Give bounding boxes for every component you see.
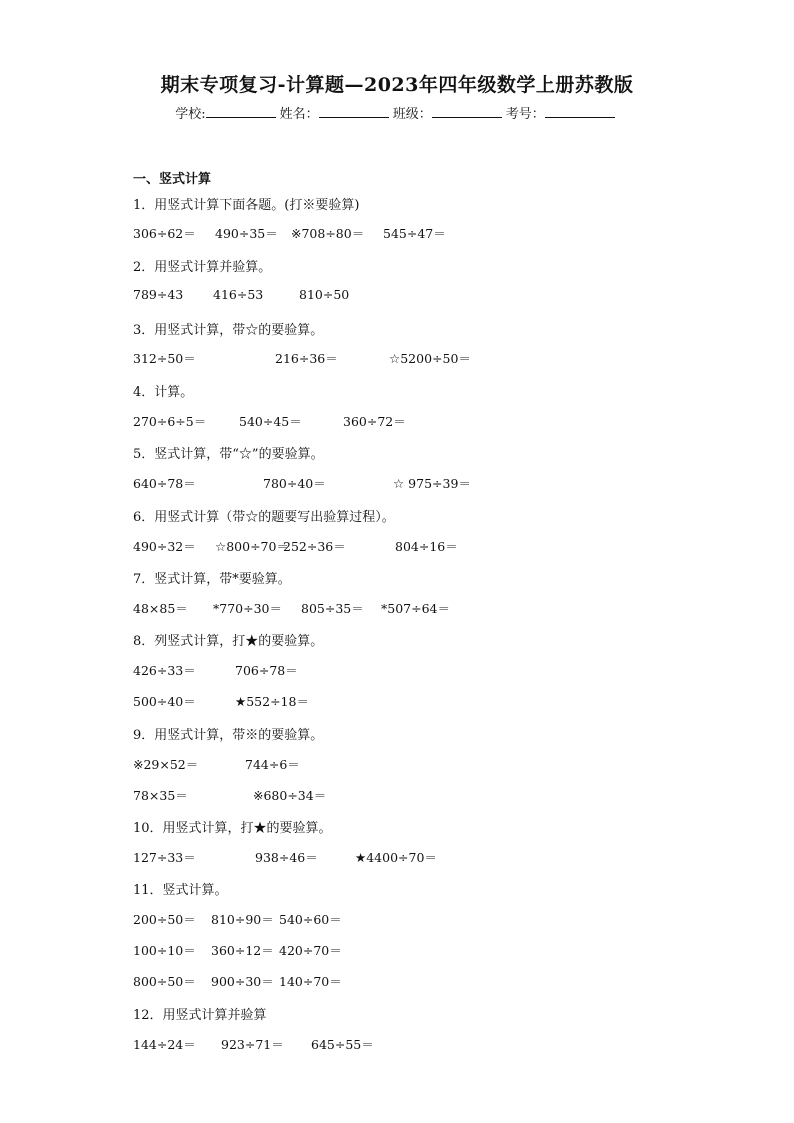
math-problem: ★4400÷70＝ — [355, 850, 437, 865]
question-prompt: 6．用竖式计算（带☆的题要写出验算过程）。 — [133, 510, 395, 525]
math-problem: 789÷43 — [133, 287, 184, 302]
class-blank[interactable] — [432, 104, 502, 118]
math-problem: 270÷6÷5＝ — [133, 414, 207, 429]
math-problem: 706÷78＝ — [235, 663, 298, 678]
math-problem: 540÷60＝ — [279, 912, 342, 927]
math-problem: 490÷35＝ — [215, 226, 278, 241]
math-problem: 426÷33＝ — [133, 663, 196, 678]
math-problem: 810÷90＝ — [211, 912, 274, 927]
question-prompt: 11．竖式计算。 — [133, 883, 228, 898]
question-prompt: 12．用竖式计算并验算 — [133, 1008, 267, 1023]
math-problem: 306÷62＝ — [133, 226, 196, 241]
question-prompt: 5．竖式计算，带“☆”的要验算。 — [133, 447, 324, 462]
name-blank[interactable] — [319, 104, 389, 118]
math-problem: 144÷24＝ — [133, 1037, 196, 1052]
math-problem: 416÷53 — [213, 287, 264, 302]
name-label: 姓名： — [279, 107, 319, 122]
math-problem: 490÷32＝ — [133, 539, 196, 554]
math-problem: 312÷50＝ — [133, 351, 196, 366]
student-info-line — [0, 103, 794, 122]
math-problem: 420÷70＝ — [279, 943, 342, 958]
math-problem: 78×35＝ — [133, 788, 188, 803]
question-prompt: 1．用竖式计算下面各题。(打※要验算) — [133, 198, 360, 213]
question-prompt: 4．计算。 — [133, 385, 194, 400]
math-problem: 200÷50＝ — [133, 912, 196, 927]
math-problem: 645÷55＝ — [311, 1037, 374, 1052]
math-problem: 744÷6＝ — [245, 757, 300, 772]
math-problem: 800÷50＝ — [133, 974, 196, 989]
math-problem: 900÷30＝ — [211, 974, 274, 989]
math-problem: 252÷36＝ — [283, 539, 346, 554]
question-prompt: 8．列竖式计算，打★的要验算。 — [133, 634, 324, 649]
school-blank[interactable] — [206, 104, 276, 118]
math-problem: ☆5200÷50＝ — [389, 351, 471, 366]
question-prompt: 10．用竖式计算，打★的要验算。 — [133, 821, 332, 836]
math-problem: 500÷40＝ — [133, 694, 196, 709]
math-problem: 360÷12＝ — [211, 943, 274, 958]
question-prompt: 2．用竖式计算并验算。 — [133, 260, 272, 275]
math-problem: 48×85＝ — [133, 601, 188, 616]
math-problem: *507÷64＝ — [381, 601, 450, 616]
math-problem: 805÷35＝ — [301, 601, 364, 616]
math-problem: ※680÷34＝ — [253, 788, 327, 803]
math-problem: 938÷46＝ — [255, 850, 318, 865]
id-label: 考号： — [505, 107, 545, 122]
math-problem: 127÷33＝ — [133, 850, 196, 865]
school-label: 学校: — [175, 107, 206, 122]
question-prompt: 7．竖式计算，带*要验算。 — [133, 572, 291, 587]
math-problem: ※708÷80＝ — [291, 226, 365, 241]
math-problem: ☆ 975÷39＝ — [393, 476, 471, 491]
math-problem: 545÷47＝ — [383, 226, 446, 241]
math-problem: 540÷45＝ — [239, 414, 302, 429]
math-problem: ☆800÷70＝ — [215, 539, 289, 554]
id-blank[interactable] — [545, 104, 615, 118]
math-problem: 640÷78＝ — [133, 476, 196, 491]
question-prompt: 9．用竖式计算，带※的要验算。 — [133, 728, 324, 743]
math-problem: ※29×52＝ — [133, 757, 199, 772]
page-title: 期末专项复习-计算题—2023年四年级数学上册苏教版 — [160, 74, 634, 96]
math-problem: 923÷71＝ — [221, 1037, 284, 1052]
question-prompt: 3．用竖式计算，带☆的要验算。 — [133, 323, 324, 338]
math-problem: 810÷50 — [299, 287, 350, 302]
math-problem: *770÷30＝ — [213, 601, 282, 616]
math-problem: 216÷36＝ — [275, 351, 338, 366]
class-label: 班级： — [392, 107, 432, 122]
math-problem: 804÷16＝ — [395, 539, 458, 554]
math-problem: ★552÷18＝ — [235, 694, 309, 709]
math-problem: 140÷70＝ — [279, 974, 342, 989]
math-problem: 360÷72＝ — [343, 414, 406, 429]
math-problem: 780÷40＝ — [263, 476, 326, 491]
section-heading: 一、竖式计算 — [133, 172, 212, 187]
math-problem: 100÷10＝ — [133, 943, 196, 958]
